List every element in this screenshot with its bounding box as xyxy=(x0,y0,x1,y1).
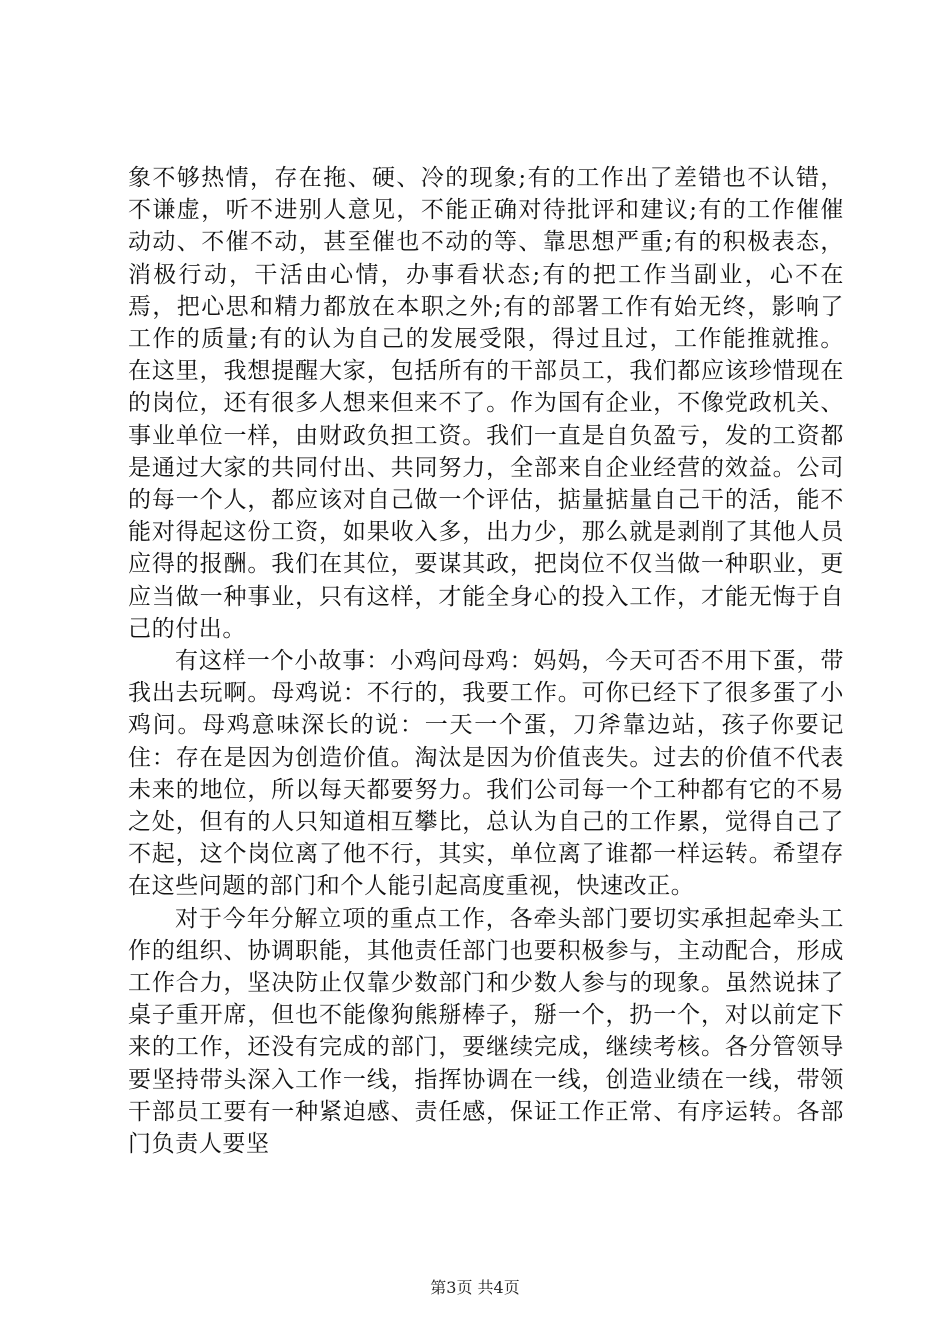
document-body xyxy=(128,162,844,1160)
paragraph-1: 象不够热情，存在拖、硬、冷的现象;有的工作出了差错也不认错，不谦虚，听不进别人意见，不能正确对待批评和建议;有的工作催催动动、不催不动，甚至催也不动的等、靠思想严重;有的积极表态，消极行动，干活由心情，办事看状态;有的把工作当副业，心不在焉，把心思和精力都放在本职之外;有的部署工作有始无终，影响了工作的质量;有的认为自己的发展受限，得过且过，工作能推就推。在这里，我想提醒大家，包括所有的干部员工，我们都应该珍惜现在的岗位，还有很多人想来但来不了。作为国有企业，不像党政机关、事业单位一样，由财政负担工资。我们一直是自负盈亏，发的工资都是通过大家的共同付出、共同努力，全部来自企业经营的效益。公司的每一个人，都应该对自己做一个评估，掂量掂量自己干的活，能不能对得起这份工资，如果收入多，出力少，那么就是剥削了其他人员应得的报酬。我们在其位，要谋其政，把岗位不仅当做一种职业，更应当做一种事业，只有这样，才能全身心的投入工作，才能无悔于自己的付出。 xyxy=(128,165,844,642)
paragraph-2: 有这样一个小故事：小鸡问母鸡：妈妈，今天可否不用下蛋，带我出去玩啊。母鸡说：不行的，我要工作。可你已经下了很多蛋了小鸡问。母鸡意味深长的说：一天一个蛋，刀斧靠边站，孩子你要记住：存在是因为创造价值。淘汰是因为价值丧失。过去的价值不代表未来的地位，所以每天都要努力。我们公司每一个工种都有它的不易之处，但有的人只知道相互攀比，总认为自己的工作累，觉得自己了不起，这个岗位离了他不行，其实，单位离了谁都一样运转。希望存在这些问题的部门和个人能引起高度重视，快速改正。 xyxy=(128,648,844,900)
page-footer: 第3页 共4页 xyxy=(430,1278,520,1297)
paragraph-3: 对于今年分解立项的重点工作，各牵头部门要切实承担起牵头工作的组织、协调职能，其他责任部门也要积极参与，主动配合，形成工作合力，坚决防止仅靠少数部门和少数人参与的现象。虽然说抹了桌子重开席，但也不能像狗熊掰棒子，掰一个，扔一个，对以前定下来的工作，还没有完成的部门，要继续完成，继续考核。各分管领导要坚持带头深入工作一线，指挥协调在一线，创造业绩在一线，带领干部员工要有一种紧迫感、责任感，保证工作正常、有序运转。各部门负责人要坚 xyxy=(128,905,844,1158)
